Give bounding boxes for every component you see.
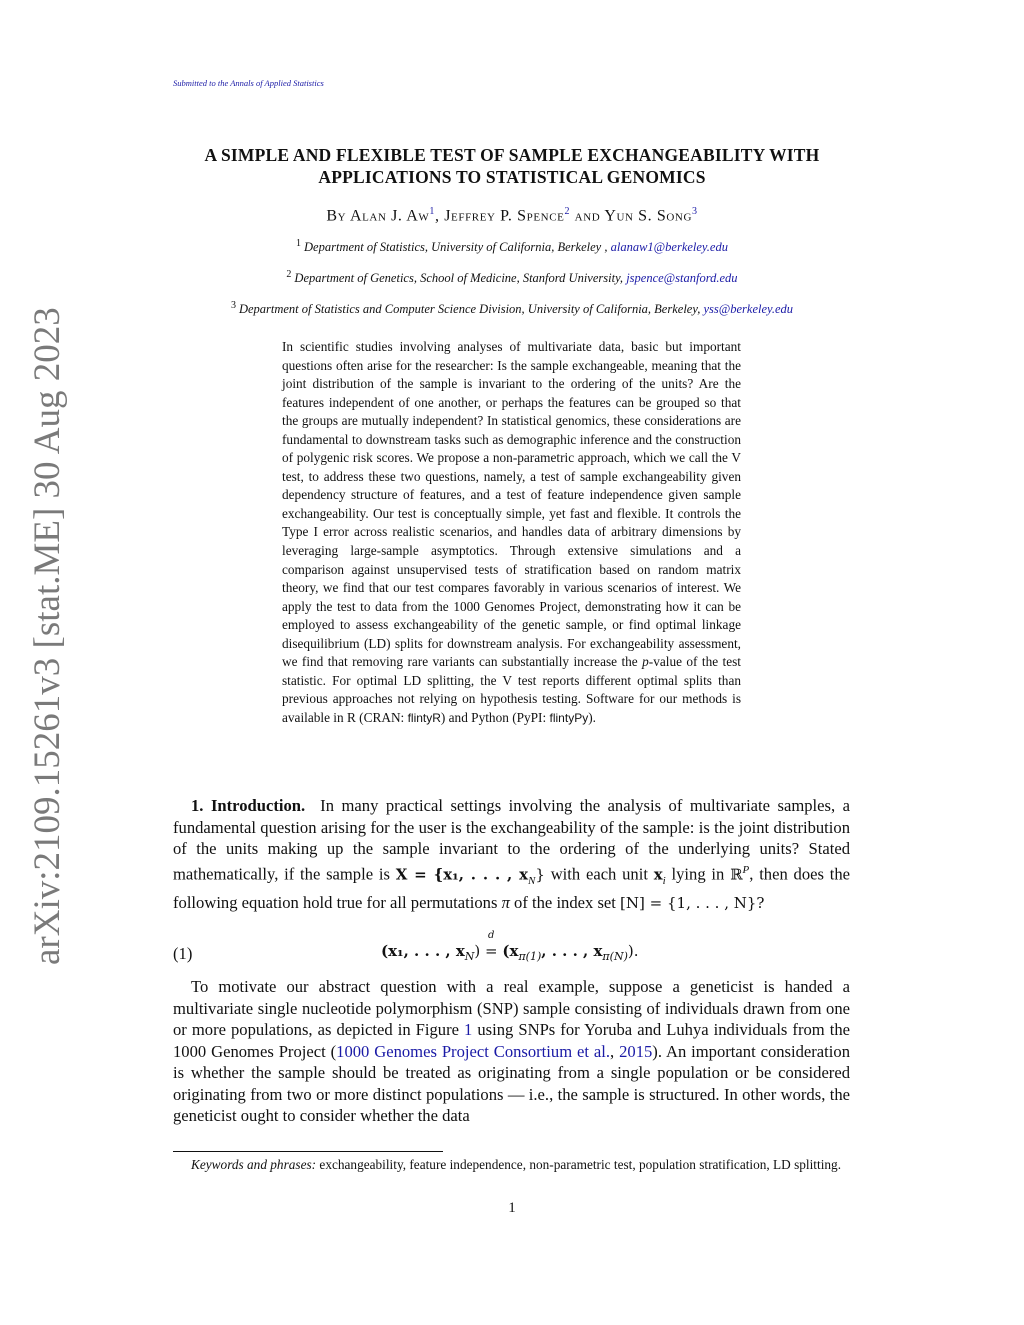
email-link[interactable]: alanaw1@berkeley.edu (610, 240, 728, 255)
author-list: By Alan J. Aw$^1$, Jeffrey P. Spence$^2$ and Yun S. Song$^3$ (326, 206, 698, 225)
intro-text-b: with each unit (544, 864, 654, 884)
equation-body: (x₁, . . . , $x_N$) d = ($x_{\pi(1)}$, . . . , $x_{\pi(N)}$). (381, 930, 639, 963)
intro-text-c: lying in (665, 864, 731, 884)
eq-rhs-sub-1: π(1) (518, 950, 542, 963)
author-prefix: By (326, 207, 347, 225)
p-variable: p (642, 654, 649, 670)
author-3-mark[interactable]: 3 (692, 206, 698, 217)
intro2-text-a: To motivate our abstract question with a real example, suppose a geneticist is handed a multivariate single nucleotide polymorphism (SNP) sample consisting of individuals drawn from one or more populations, as depicted in Figure (173, 977, 850, 1039)
affiliation-number: 2 (286, 269, 292, 280)
author-2-mark[interactable]: 2 (564, 206, 571, 217)
email-link[interactable]: yss@berkeley.edu (703, 302, 794, 317)
equation-number: (1) (173, 944, 193, 963)
intro-paragraph-2 (173, 976, 850, 1127)
footnote-rule (173, 1151, 443, 1152)
page-number: 1 (508, 1200, 516, 1216)
eq-equals: = (485, 942, 498, 960)
email-link[interactable]: jspence@stanford.edu (626, 271, 738, 286)
citation-year-link[interactable]: 2015 (619, 1041, 653, 1061)
unit-xi: x (653, 865, 663, 884)
package-python: flintyPy (549, 710, 589, 725)
affiliation-text: Department of Genetics, School of Medicine, Stanford University, (294, 271, 624, 286)
eq-relation (485, 930, 498, 960)
affiliation-1 (120, 238, 904, 255)
affiliation-number: 1 (296, 238, 302, 249)
affiliation-text: Department of Statistics, University of California, Berkeley , (304, 240, 608, 255)
eq-rhs-mid: , . . . , x (541, 942, 603, 960)
figure-ref[interactable]: 1 (464, 1020, 473, 1039)
title-line-1: A SIMPLE AND FLEXIBLE TEST OF SAMPLE EXCHANGEABILITY WITH (204, 145, 820, 165)
citation-sep: , (610, 1041, 620, 1061)
eq-d-mark: d (488, 930, 495, 941)
abstract-text-1: In scientific studies involving analyses of multivariate data, basic but important questions often arise for the researcher: Is the sample exchangeable, meaning that the joint distribution of the sample is invariant to the ordering of the units? Are the features independent of one another, or perhaps the features can be grouped so that the groups are mutually independent? In statistical genomics, these considerations are fundamental to downstream tasks such as demographic inference and the construction of polygenic risk scores. We propose a non-parametric approach, which we call the V test, to address these two questions, namely, a test of sample exchangeability given dependency structure of features, and a test of feature independence given sample exchangeability. Our test is conceptually simple, yet fast and flexible. It controls the Type I error across realistic scenarios, and handles data of arbitrary dimensions by leveraging large-sample asymptotics. Through extensive simulations and a comparison against unsupervised tests of stratification based on random matrix theory, we find that our test compares favorably in various scenarios of interest. We apply the test to data from the 1000 Genomes Project, demonstrating how it can be employed to assess exchangeability of the genetic sample, or find optimal linkage disequilibrium (LD) splits for downstream analysis. For exchangeability assessment, we find that removing rare variants can substantially increase the (282, 339, 741, 670)
eq-lhs: (x₁, . . . , x (381, 942, 465, 960)
footnote-label: Keywords and phrases: (191, 1157, 317, 1172)
intro2-text-b: using SNPs for Yoruba and Luhya individuals from the 1000 Genomes Project ( (173, 1020, 850, 1061)
title-line-2: APPLICATIONS TO STATISTICAL GENOMICS (318, 167, 706, 187)
eq-rhs-sub-2: π(N) (602, 950, 628, 963)
author-3: Yun S. Song (604, 207, 692, 225)
author-conjunction: and (574, 207, 601, 225)
author-1-mark[interactable]: 1 (429, 206, 435, 217)
index-set: [N] = {1, . . . , N}? (620, 893, 765, 912)
intro2-text-c: ). An important consideration is whether the sample should be treated as originating from a single population or be considered originating from two or more distinct populations — i.e., the sample is structured. In other words, the geneticist ought to consider whether the data (173, 1041, 850, 1125)
affiliation-number: 3 (230, 300, 236, 311)
eq-lhs-sub: N (464, 950, 475, 963)
section-title: 1. Introduction. (191, 796, 306, 815)
sample-set: X = {x₁, . . . , x (395, 865, 529, 884)
intro-text-e: of the index set (509, 892, 621, 912)
intro-paragraph-1 (173, 795, 850, 914)
author-2: Jeffrey P. Spence (444, 207, 565, 225)
intro-text-d: , then does the following equation hold true for all permutations (173, 864, 850, 912)
abstract-text-4: ). (588, 709, 596, 725)
arxiv-identifier: arXiv:2109.15261v3 [stat.ME] 30 Aug 2023 (27, 307, 68, 965)
abstract-text-2: -value of the test statistic. For optimal LD splitting, the V test reports different optimal splits than previous approaches not relying on hypothesis testing. Software for our methods is available in R (CRAN: (282, 654, 741, 725)
unit-xi-sub: i (662, 874, 666, 887)
affiliation-2 (120, 269, 904, 286)
equation-1 (173, 930, 850, 970)
sample-set-sub: N (528, 874, 536, 887)
citation-link[interactable]: 1000 Genomes Project Consortium et al. (336, 1041, 611, 1061)
sample-set-close: } (535, 865, 545, 884)
intro-text-a: In many practical settings involving the analysis of multivariate samples, a fundamental question arising for the user is the exchangeability of the sample: is the joint distribution of the units making up the sample invariant to the ordering of the underlying units? Stated mathematically, if the sample is (173, 796, 850, 884)
package-r: flintyR (407, 710, 441, 725)
footnote (173, 1156, 850, 1174)
real-space-dim: P (742, 863, 750, 876)
eq-rhs: (x (502, 942, 519, 960)
eq-end: ). (627, 942, 639, 960)
abstract (282, 338, 741, 727)
author-1: Alan J. Aw (349, 207, 430, 225)
footnote-text: exchangeability, feature independence, non-parametric test, population stratification, LD splitting. (316, 1157, 842, 1172)
abstract-text-3: ) and Python (PyPI: (440, 709, 550, 725)
affiliation-text: Department of Statistics and Computer Science Division, University of California, Berkeley, (238, 302, 701, 317)
paper-title (160, 144, 864, 188)
affiliation-3 (120, 300, 904, 317)
journal-submission-note: Submitted to the Annals of Applied Statistics (173, 78, 324, 88)
real-space: ℝ (730, 865, 743, 884)
pi-symbol: π (501, 892, 510, 912)
